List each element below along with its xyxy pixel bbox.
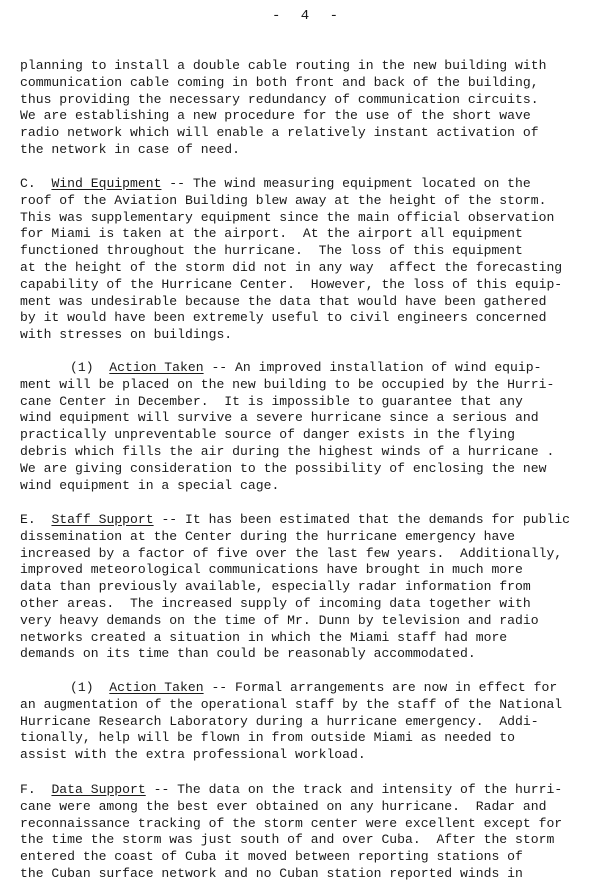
text-line: wind equipment will survive a severe hurricane since a serious and	[20, 410, 539, 426]
text-line: -- Formal arrangements are now in effect for	[203, 680, 558, 695]
text-line: -- An improved installation of wind equip-	[203, 360, 542, 375]
text-line: thus providing the necessary redundancy of communication circuits.	[20, 91, 539, 107]
section-e-action-taken	[0, 680, 616, 764]
text-line: by it would have been extremely useful to civil engineers concerned	[20, 310, 547, 326]
text-line: cane were among the best ever obtained on any hurricane. Radar and	[20, 798, 547, 814]
section-c-action-taken	[0, 360, 616, 494]
text-line: demands on its time than could be reasonably accommodated.	[20, 646, 476, 662]
section-heading: Action Taken	[109, 360, 204, 375]
text-line: This was supplementary equipment since the main official observation	[20, 209, 555, 225]
text-line: an augmentation of the operational staff by the staff of the National	[20, 696, 563, 712]
text-line: capability of the Hurricane Center. However, the loss of this equip-	[20, 276, 563, 292]
text-line: tionally, help will be flown in from outside Miami as needed to	[20, 730, 516, 746]
section-label: F.	[20, 782, 36, 797]
text-line: practically unpreventable source of danger exists in the flying	[20, 427, 516, 443]
text-line: communication cable coming in both front and back of the building,	[20, 74, 539, 90]
text-line: increased by a factor of five over the last few years. Additionally,	[20, 545, 563, 561]
text-line: debris which fills the air during the highest winds of a hurricane .	[20, 443, 555, 459]
text-line: data than previously available, especially radar information from	[20, 579, 531, 595]
section-heading-line	[20, 176, 616, 193]
section-label: (1)	[70, 680, 94, 695]
text-line: -- It has been estimated that the demands for public	[153, 512, 571, 527]
text-line: ment will be placed on the new building to be occupied by the Hurri-	[20, 376, 555, 392]
text-line: functioned throughout the hurricane. The loss of this equipment	[20, 243, 523, 259]
section-heading-line	[20, 512, 616, 529]
section-c-wind-equipment	[0, 176, 616, 344]
section-e-staff-support	[0, 512, 616, 663]
text-line: other areas. The increased supply of incoming data together with	[20, 595, 531, 611]
section-heading: Action Taken	[109, 680, 204, 695]
section-label: E.	[20, 512, 36, 527]
section-heading-line	[20, 782, 616, 799]
section-label: (1)	[70, 360, 94, 375]
text-line: roof of the Aviation Building blew away at the height of the storm.	[20, 192, 547, 208]
text-line: improved meteorological communications have brought in much more	[20, 562, 523, 578]
text-line: reconnaissance tracking of the storm center were excellent except for	[20, 815, 563, 831]
section-heading: Data Support	[51, 782, 146, 797]
section-heading-line	[70, 680, 616, 697]
text-line: -- The data on the track and intensity of the hurri-	[145, 782, 563, 797]
text-line: very heavy demands on the time of Mr. Dunn by television and radio	[20, 612, 539, 628]
text-line: radio network which will enable a relatively instant activation of	[20, 125, 539, 141]
text-line: networks created a situation in which the Miami staff had more	[20, 629, 508, 645]
paragraph-redundancy	[0, 58, 616, 159]
section-heading-line	[70, 360, 616, 377]
section-heading: Staff Support	[51, 512, 154, 527]
text-line: dissemination at the Center during the hurricane emergency have	[20, 528, 516, 544]
text-line: entered the coast of Cuba it moved between reporting stations of	[20, 849, 523, 865]
section-label: C.	[20, 176, 36, 191]
text-line: the time the storm was just south of and over Cuba. After the storm	[20, 832, 555, 848]
text-line: planning to install a double cable routing in the new building with	[20, 58, 547, 73]
section-heading: Wind Equipment	[51, 176, 162, 191]
page-number: - 4 -	[271, 8, 344, 24]
section-f-data-support	[0, 782, 616, 883]
text-line: the Cuban surface network and no Cuban station reported winds in	[20, 865, 523, 881]
text-line: the network in case of need.	[20, 141, 241, 157]
text-line: We are giving consideration to the possibility of enclosing the new	[20, 460, 547, 476]
text-line: at the height of the storm did not in any way affect the forecasting	[20, 259, 563, 275]
text-line: wind equipment in a special cage.	[20, 477, 280, 493]
text-line: cane Center in December. It is impossible to guarantee that any	[20, 393, 523, 409]
text-line: Hurricane Research Laboratory during a hurricane emergency. Addi-	[20, 713, 539, 729]
text-line: We are establishing a new procedure for the use of the short wave	[20, 108, 531, 124]
text-line: ment was undesirable because the data that would have been gathered	[20, 293, 547, 309]
text-line: assist with the extra professional workload.	[20, 747, 366, 763]
text-line: for Miami is taken at the airport. At the airport all equipment	[20, 226, 523, 242]
text-line: with stresses on buildings.	[20, 327, 233, 343]
text-line: -- The wind measuring equipment located on the	[161, 176, 531, 191]
